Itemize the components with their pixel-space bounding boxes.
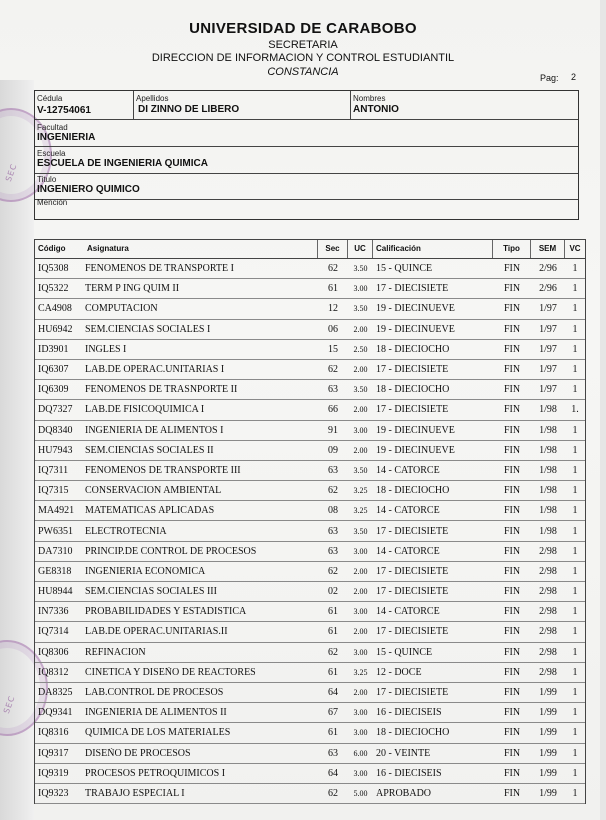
credit-units: 3.00 (353, 607, 368, 617)
course-name: TRABAJO ESPECIAL I (85, 787, 185, 799)
table-row (35, 380, 585, 400)
semester: 1/98 (539, 464, 557, 476)
times-taken: 1 (572, 606, 578, 618)
credit-units: 2.00 (353, 445, 368, 455)
grade-type: FIN (503, 505, 521, 517)
grade: 17 - DIECISIETE (376, 525, 449, 537)
times-taken: 1 (572, 666, 578, 678)
seal-text-bottom: SEC (1, 694, 17, 715)
times-taken: 1 (572, 444, 578, 456)
apellidos-label: Apellidos (136, 94, 169, 103)
grade-type: FIN (503, 767, 521, 779)
course-code: DQ7327 (38, 404, 73, 416)
table-row (35, 279, 585, 299)
course-code: IQ6309 (38, 384, 69, 396)
section: 62 (328, 646, 338, 658)
semester: 2/98 (539, 606, 557, 618)
course-name: SEM.CIENCIAS SOCIALES II (85, 444, 214, 456)
course-name: PRINCIP.DE CONTROL DE PROCESOS (85, 545, 257, 557)
semester: 2/98 (539, 666, 557, 678)
school-row (35, 147, 578, 174)
grade-type: FIN (503, 283, 521, 295)
grade: 16 - DIECISEIS (376, 767, 442, 779)
divider (133, 91, 134, 119)
semester: 2/96 (539, 263, 557, 275)
table-row (35, 481, 585, 501)
course-name: LAB.DE OPERAC.UNITARIAS I (85, 364, 225, 376)
semester: 1/99 (539, 747, 557, 759)
semester: 2/98 (539, 626, 557, 638)
grade-type: FIN (503, 707, 521, 719)
grade: 18 - DIECIOCHO (376, 343, 450, 355)
section: 67 (328, 707, 338, 719)
header-type: Tipo (493, 240, 531, 258)
grade-type: FIN (503, 747, 521, 759)
table-row (35, 723, 585, 743)
times-taken: 1 (572, 424, 578, 436)
credit-units: 3.00 (353, 728, 368, 738)
nombres-label: Nombres (353, 94, 386, 103)
times-taken: 1 (572, 303, 578, 315)
header-vc: VC (569, 244, 581, 253)
times-taken: 1 (572, 283, 578, 295)
semester: 2/98 (539, 565, 557, 577)
semester: 1/98 (539, 505, 557, 517)
table-row (35, 421, 585, 441)
times-taken: 1 (572, 485, 578, 497)
divider (350, 91, 351, 119)
grade: 17 - DIECISIETE (376, 565, 449, 577)
grades-table (34, 239, 586, 804)
grade: 18 - DIECIOCHO (376, 384, 450, 396)
table-row (35, 622, 585, 642)
grade-type: FIN (503, 364, 521, 376)
facultad-value: INGENIERIA (37, 132, 96, 143)
table-row (35, 602, 585, 622)
credit-units: 3.50 (353, 526, 368, 536)
grade-type: FIN (503, 424, 521, 436)
course-name: PROCESOS PETROQUIMICOS I (85, 767, 226, 779)
course-name: COMPUTACION (85, 303, 158, 315)
section: 62 (328, 364, 338, 376)
grade: 14 - CATORCE (376, 505, 440, 517)
semester: 1/99 (539, 727, 557, 739)
grade-type: FIN (503, 303, 521, 315)
course-code: DQ9341 (38, 707, 73, 719)
times-taken: 1 (572, 505, 578, 517)
semester: 1/99 (539, 687, 557, 699)
credit-units: 3.00 (353, 647, 368, 657)
table-body (35, 259, 585, 804)
table-row (35, 340, 585, 360)
table-row (35, 542, 585, 562)
grade: 20 - VEINTE (376, 747, 431, 759)
grade-type: FIN (503, 525, 521, 537)
course-code: DA8325 (38, 687, 73, 699)
credit-units: 3.00 (353, 425, 368, 435)
semester: 1/99 (539, 767, 557, 779)
times-taken: 1 (572, 545, 578, 557)
semester: 1/98 (539, 444, 557, 456)
course-name: SEM.CIENCIAS SOCIALES I (85, 323, 211, 335)
credit-units: 2.00 (353, 627, 368, 637)
course-code: IQ7315 (38, 485, 69, 497)
credit-units: 5.00 (353, 788, 368, 798)
credit-units: 2.50 (353, 344, 368, 354)
mencion-label: Mención (37, 198, 68, 207)
section: 63 (328, 545, 338, 557)
grade: 15 - QUINCE (376, 646, 433, 658)
table-header (35, 239, 585, 259)
grade: 19 - DIECINUEVE (376, 303, 455, 315)
semester: 1/98 (539, 404, 557, 416)
department-title: DIRECCION DE INFORMACION Y CONTROL ESTUDIANTIL (151, 52, 455, 64)
section: 62 (328, 263, 338, 275)
credit-units: 3.00 (353, 546, 368, 556)
header-uc: UC (348, 240, 373, 258)
course-code: IQ9323 (38, 787, 69, 799)
grade: 17 - DIECISIETE (376, 283, 449, 295)
section: 62 (328, 565, 338, 577)
times-taken: 1 (572, 687, 578, 699)
grade: 19 - DIECINUEVE (376, 444, 455, 456)
university-title: UNIVERSIDAD DE CARABOBO (189, 20, 417, 37)
course-name: DISEÑO DE PROCESOS (85, 747, 191, 759)
grade: 16 - DIECISEIS (376, 707, 442, 719)
section: 91 (328, 424, 338, 436)
table-row (35, 501, 585, 521)
course-name: INGENIERIA DE ALIMENTOS II (85, 707, 227, 719)
facultad-label: Facultad (37, 123, 68, 132)
grade-type: FIN (503, 626, 521, 638)
page-label: Pag: (540, 73, 559, 83)
header-code: Código (38, 244, 66, 253)
times-taken: 1 (572, 323, 578, 335)
semester: 1/97 (539, 384, 557, 396)
grade: 15 - QUINCE (376, 263, 433, 275)
section: 61 (328, 606, 338, 618)
section: 62 (328, 787, 338, 799)
section: 63 (328, 384, 338, 396)
course-code: IQ9317 (38, 747, 69, 759)
table-row (35, 562, 585, 582)
grade-type: FIN (503, 404, 521, 416)
course-name: MATEMATICAS APLICADAS (85, 505, 215, 517)
grade: 14 - CATORCE (376, 545, 440, 557)
credit-units: 6.00 (353, 748, 368, 758)
credit-units: 2.00 (353, 688, 368, 698)
times-taken: 1 (572, 747, 578, 759)
course-code: MA4921 (38, 505, 75, 517)
course-name: LAB.CONTROL DE PROCESOS (85, 687, 224, 699)
semester: 1/98 (539, 525, 557, 537)
grade-type: FIN (503, 545, 521, 557)
semester: 2/98 (539, 646, 557, 658)
table-row (35, 299, 585, 319)
grade: 17 - DIECISIETE (376, 404, 449, 416)
header-grade: Calificación (373, 240, 493, 258)
course-name: ELECTROTECNIA (85, 525, 167, 537)
course-name: FENOMENOS DE TRANSPORTE I (85, 263, 234, 275)
scan-right-edge (600, 0, 606, 820)
times-taken: 1 (572, 707, 578, 719)
section: 64 (328, 767, 338, 779)
grade: 17 - DIECISIETE (376, 364, 449, 376)
grade: 18 - DIECIOCHO (376, 727, 450, 739)
grade-type: FIN (503, 565, 521, 577)
degree-row (35, 174, 578, 200)
table-row (35, 764, 585, 784)
times-taken: 1 (572, 263, 578, 275)
course-code: IQ9319 (38, 767, 69, 779)
office-title: SECRETARIA (268, 39, 338, 51)
course-name: FENOMENOS DE TRASNPORTE II (85, 384, 238, 396)
section: 61 (328, 626, 338, 638)
times-taken: 1 (572, 364, 578, 376)
section: 66 (328, 404, 338, 416)
header-sec: Sec (318, 240, 348, 258)
grade-type: FIN (503, 606, 521, 618)
credit-units: 2.00 (353, 566, 368, 576)
times-taken: 1 (572, 384, 578, 396)
course-code: IQ5322 (38, 283, 69, 295)
grade-type: FIN (503, 464, 521, 476)
table-row (35, 643, 585, 663)
semester: 1/98 (539, 485, 557, 497)
section: 06 (328, 323, 338, 335)
course-code: IQ7314 (38, 626, 69, 638)
grade-type: FIN (503, 485, 521, 497)
times-taken: 1 (572, 646, 578, 658)
credit-units: 3.00 (353, 284, 368, 294)
course-name: LAB.DE FISICOQUIMICA I (85, 404, 205, 416)
faculty-row (35, 120, 578, 147)
course-name: CINETICA Y DISEÑO DE REACTORES (85, 666, 256, 678)
course-code: DQ8340 (38, 424, 73, 436)
section: 61 (328, 283, 338, 295)
grade-type: FIN (503, 666, 521, 678)
course-code: HU8944 (38, 586, 73, 598)
header-subject: Asignatura (83, 240, 318, 258)
credit-units: 2.00 (353, 365, 368, 375)
course-name: INGENIERIA DE ALIMENTOS I (85, 424, 224, 436)
times-taken: 1 (572, 767, 578, 779)
course-code: HU6942 (38, 323, 73, 335)
titulo-label: Titulo (37, 175, 57, 184)
table-row (35, 441, 585, 461)
credit-units: 3.25 (353, 667, 368, 677)
credit-units: 3.50 (353, 465, 368, 475)
semester: 1/97 (539, 364, 557, 376)
nombres-value: ANTONIO (353, 104, 399, 115)
course-name: CONSERVACION AMBIENTAL (85, 485, 222, 497)
grade-type: FIN (503, 787, 521, 799)
course-code: GE8318 (38, 565, 72, 577)
table-row (35, 521, 585, 541)
course-name: SEM.CIENCIAS SOCIALES III (85, 586, 217, 598)
seal-text-top: SEC (3, 162, 19, 183)
course-code: ID3901 (38, 343, 69, 355)
credit-units: 2.00 (353, 405, 368, 415)
course-code: DA7310 (38, 545, 73, 557)
grade-type: FIN (503, 727, 521, 739)
course-name: PROBABILIDADES Y ESTADISTICA (85, 606, 247, 618)
grade-type: FIN (503, 687, 521, 699)
grade: 17 - DIECISIETE (376, 586, 449, 598)
course-name: LAB.DE OPERAC.UNITARIAS.II (85, 626, 228, 638)
section: 09 (328, 444, 338, 456)
table-row (35, 400, 585, 420)
grade: 18 - DIECIOCHO (376, 485, 450, 497)
credit-units: 3.00 (353, 708, 368, 718)
grade: 19 - DIECINUEVE (376, 323, 455, 335)
table-row (35, 582, 585, 602)
header-sem: SEM (531, 240, 565, 258)
times-taken: 1 (572, 586, 578, 598)
grade: 17 - DIECISIETE (376, 687, 449, 699)
semester: 2/98 (539, 545, 557, 557)
grade: 19 - DIECINUEVE (376, 424, 455, 436)
section: 63 (328, 525, 338, 537)
course-code: IN7336 (38, 606, 69, 618)
table-row (35, 259, 585, 279)
times-taken: 1 (572, 464, 578, 476)
course-code: HU7943 (38, 444, 73, 456)
course-name: INGENIERIA ECONOMICA (85, 565, 206, 577)
section: 61 (328, 727, 338, 739)
section: 15 (328, 343, 338, 355)
semester: 2/96 (539, 283, 557, 295)
credit-units: 3.25 (353, 506, 368, 516)
grade-type: FIN (503, 263, 521, 275)
course-code: IQ8316 (38, 727, 69, 739)
mention-row (35, 200, 578, 220)
section: 64 (328, 687, 338, 699)
escuela-value: ESCUELA DE INGENIERIA QUIMICA (37, 158, 208, 169)
course-name: REFINACION (85, 646, 146, 658)
semester: 1/99 (539, 787, 557, 799)
times-taken: 1 (572, 525, 578, 537)
times-taken: 1. (571, 404, 579, 416)
page-number: 2 (571, 72, 577, 82)
grade: 14 - CATORCE (376, 464, 440, 476)
credit-units: 2.00 (353, 587, 368, 597)
credit-units: 2.00 (353, 324, 368, 334)
table-row (35, 360, 585, 380)
times-taken: 1 (572, 565, 578, 577)
course-code: IQ7311 (38, 464, 69, 476)
section: 61 (328, 666, 338, 678)
cedula-value: V-12754061 (37, 105, 91, 116)
grade-type: FIN (503, 586, 521, 598)
section: 08 (328, 505, 338, 517)
credit-units: 3.50 (353, 385, 368, 395)
section: 63 (328, 464, 338, 476)
semester: 1/97 (539, 303, 557, 315)
table-row (35, 784, 585, 804)
credit-units: 3.50 (353, 304, 368, 314)
course-name: FENOMENOS DE TRANSPORTE III (85, 464, 241, 476)
section: 12 (328, 303, 338, 315)
semester: 1/97 (539, 323, 557, 335)
grade: APROBADO (376, 787, 432, 799)
semester: 2/98 (539, 586, 557, 598)
course-code: IQ8312 (38, 666, 69, 678)
times-taken: 1 (572, 727, 578, 739)
credit-units: 3.00 (353, 768, 368, 778)
section: 02 (328, 586, 338, 598)
table-row (35, 461, 585, 481)
escuela-label: Escuela (37, 149, 66, 158)
cedula-label: Cédula (37, 94, 63, 103)
table-row (35, 683, 585, 703)
table-row (35, 744, 585, 764)
table-row (35, 663, 585, 683)
grade-type: FIN (503, 384, 521, 396)
section: 62 (328, 485, 338, 497)
grade: 12 - DOCE (376, 666, 422, 678)
credit-units: 3.25 (353, 486, 368, 496)
table-row (35, 320, 585, 340)
semester: 1/97 (539, 343, 557, 355)
titulo-value: INGENIERO QUIMICO (37, 184, 140, 195)
course-code: IQ8306 (38, 646, 69, 658)
course-name: QUIMICA DE LOS MATERIALES (85, 727, 231, 739)
course-code: IQ5308 (38, 263, 69, 275)
course-name: INGLES I (85, 343, 127, 355)
course-code: CA4908 (38, 303, 72, 315)
section: 63 (328, 747, 338, 759)
course-code: PW6351 (38, 525, 73, 537)
apellidos-value: DI ZINNO DE LIBERO (138, 104, 240, 115)
times-taken: 1 (572, 343, 578, 355)
course-code: IQ6307 (38, 364, 69, 376)
document-type: CONSTANCIA (267, 66, 339, 78)
course-name: TERM P ING QUIM II (85, 283, 180, 295)
credit-units: 3.50 (353, 264, 368, 274)
semester: 1/98 (539, 424, 557, 436)
grade: 17 - DIECISIETE (376, 626, 449, 638)
grade-type: FIN (503, 343, 521, 355)
times-taken: 1 (572, 626, 578, 638)
table-row (35, 703, 585, 723)
student-info-box (34, 90, 579, 220)
grade-type: FIN (503, 444, 521, 456)
grade: 14 - CATORCE (376, 606, 440, 618)
identity-row (35, 91, 578, 120)
times-taken: 1 (572, 787, 578, 799)
grade-type: FIN (503, 323, 521, 335)
semester: 1/99 (539, 707, 557, 719)
grade-type: FIN (503, 646, 521, 658)
